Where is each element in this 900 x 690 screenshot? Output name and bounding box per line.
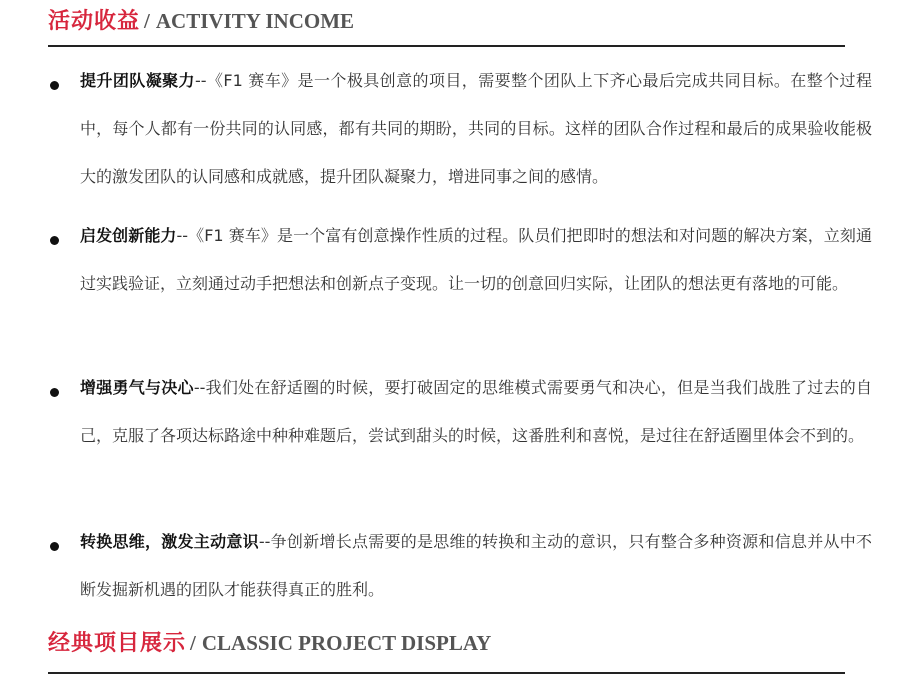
benefit-text: [80, 57, 872, 201]
activity-income-header: [48, 0, 845, 47]
activity-income-title-cn: 活动收益: [48, 9, 141, 34]
activity-income-title: [48, 11, 354, 33]
bullet-dot-icon: [50, 542, 59, 551]
activity-income-title-separator: /: [144, 9, 150, 33]
benefit-dash: --: [193, 378, 206, 397]
classic-project-title: [48, 633, 491, 655]
bullet-dot-icon: [50, 388, 59, 397]
benefit-dash: --: [258, 532, 271, 551]
benefit-text: [80, 364, 872, 460]
classic-project-title-cn: 经典项目展示: [48, 631, 187, 656]
benefit-dash: --: [194, 71, 207, 90]
benefit-body: 争创新增长点需要的是思维的转换和主动的意识，只有整合多种资源和信息并从中不断发掘新机遇的团队才能获得真正的胜利。: [80, 532, 872, 599]
benefit-title: 增强勇气与决心: [80, 378, 194, 397]
benefit-text: [80, 212, 872, 308]
benefit-body: 《F1 赛车》是一个极具创意的项目，需要整个团队上下齐心最后完成共同目标。在整个过程中，每个人都有一份共同的认同感，都有共同的期盼，共同的目标。这样的团队合作过程和最后的成果验收能极大的激发团队的认同感和成就感，提升团队凝聚力，增进同事之间的感情。: [80, 71, 872, 186]
benefit-dash: --: [176, 226, 189, 245]
classic-project-title-separator: /: [190, 631, 196, 655]
benefit-title: 启发创新能力: [80, 226, 177, 245]
benefit-body: 《F1 赛车》是一个富有创意操作性质的过程。队员们把即时的想法和对问题的解决方案，立刻通过实践验证，立刻通过动手把想法和创新点子变现。让一切的创意回归实际，让团队的想法更有落地的可能。: [80, 226, 872, 293]
benefit-title: 转换思维，激发主动意识: [80, 532, 259, 551]
benefit-text: [80, 518, 872, 614]
activity-income-title-en: ACTIVITY INCOME: [155, 9, 355, 33]
bullet-dot-icon: [50, 81, 59, 90]
benefit-body: 我们处在舒适圈的时候，要打破固定的思维模式需要勇气和决心，但是当我们战胜了过去的自己，克服了各项达标路途中种种难题后，尝试到甜头的时候，这番胜利和喜悦，是过往在舒适圈里体会不到的。: [80, 378, 872, 445]
bullet-dot-icon: [50, 236, 59, 245]
classic-project-header: [48, 622, 845, 674]
benefit-title: 提升团队凝聚力: [80, 71, 195, 90]
classic-project-title-en: CLASSIC PROJECT DISPLAY: [201, 631, 492, 655]
